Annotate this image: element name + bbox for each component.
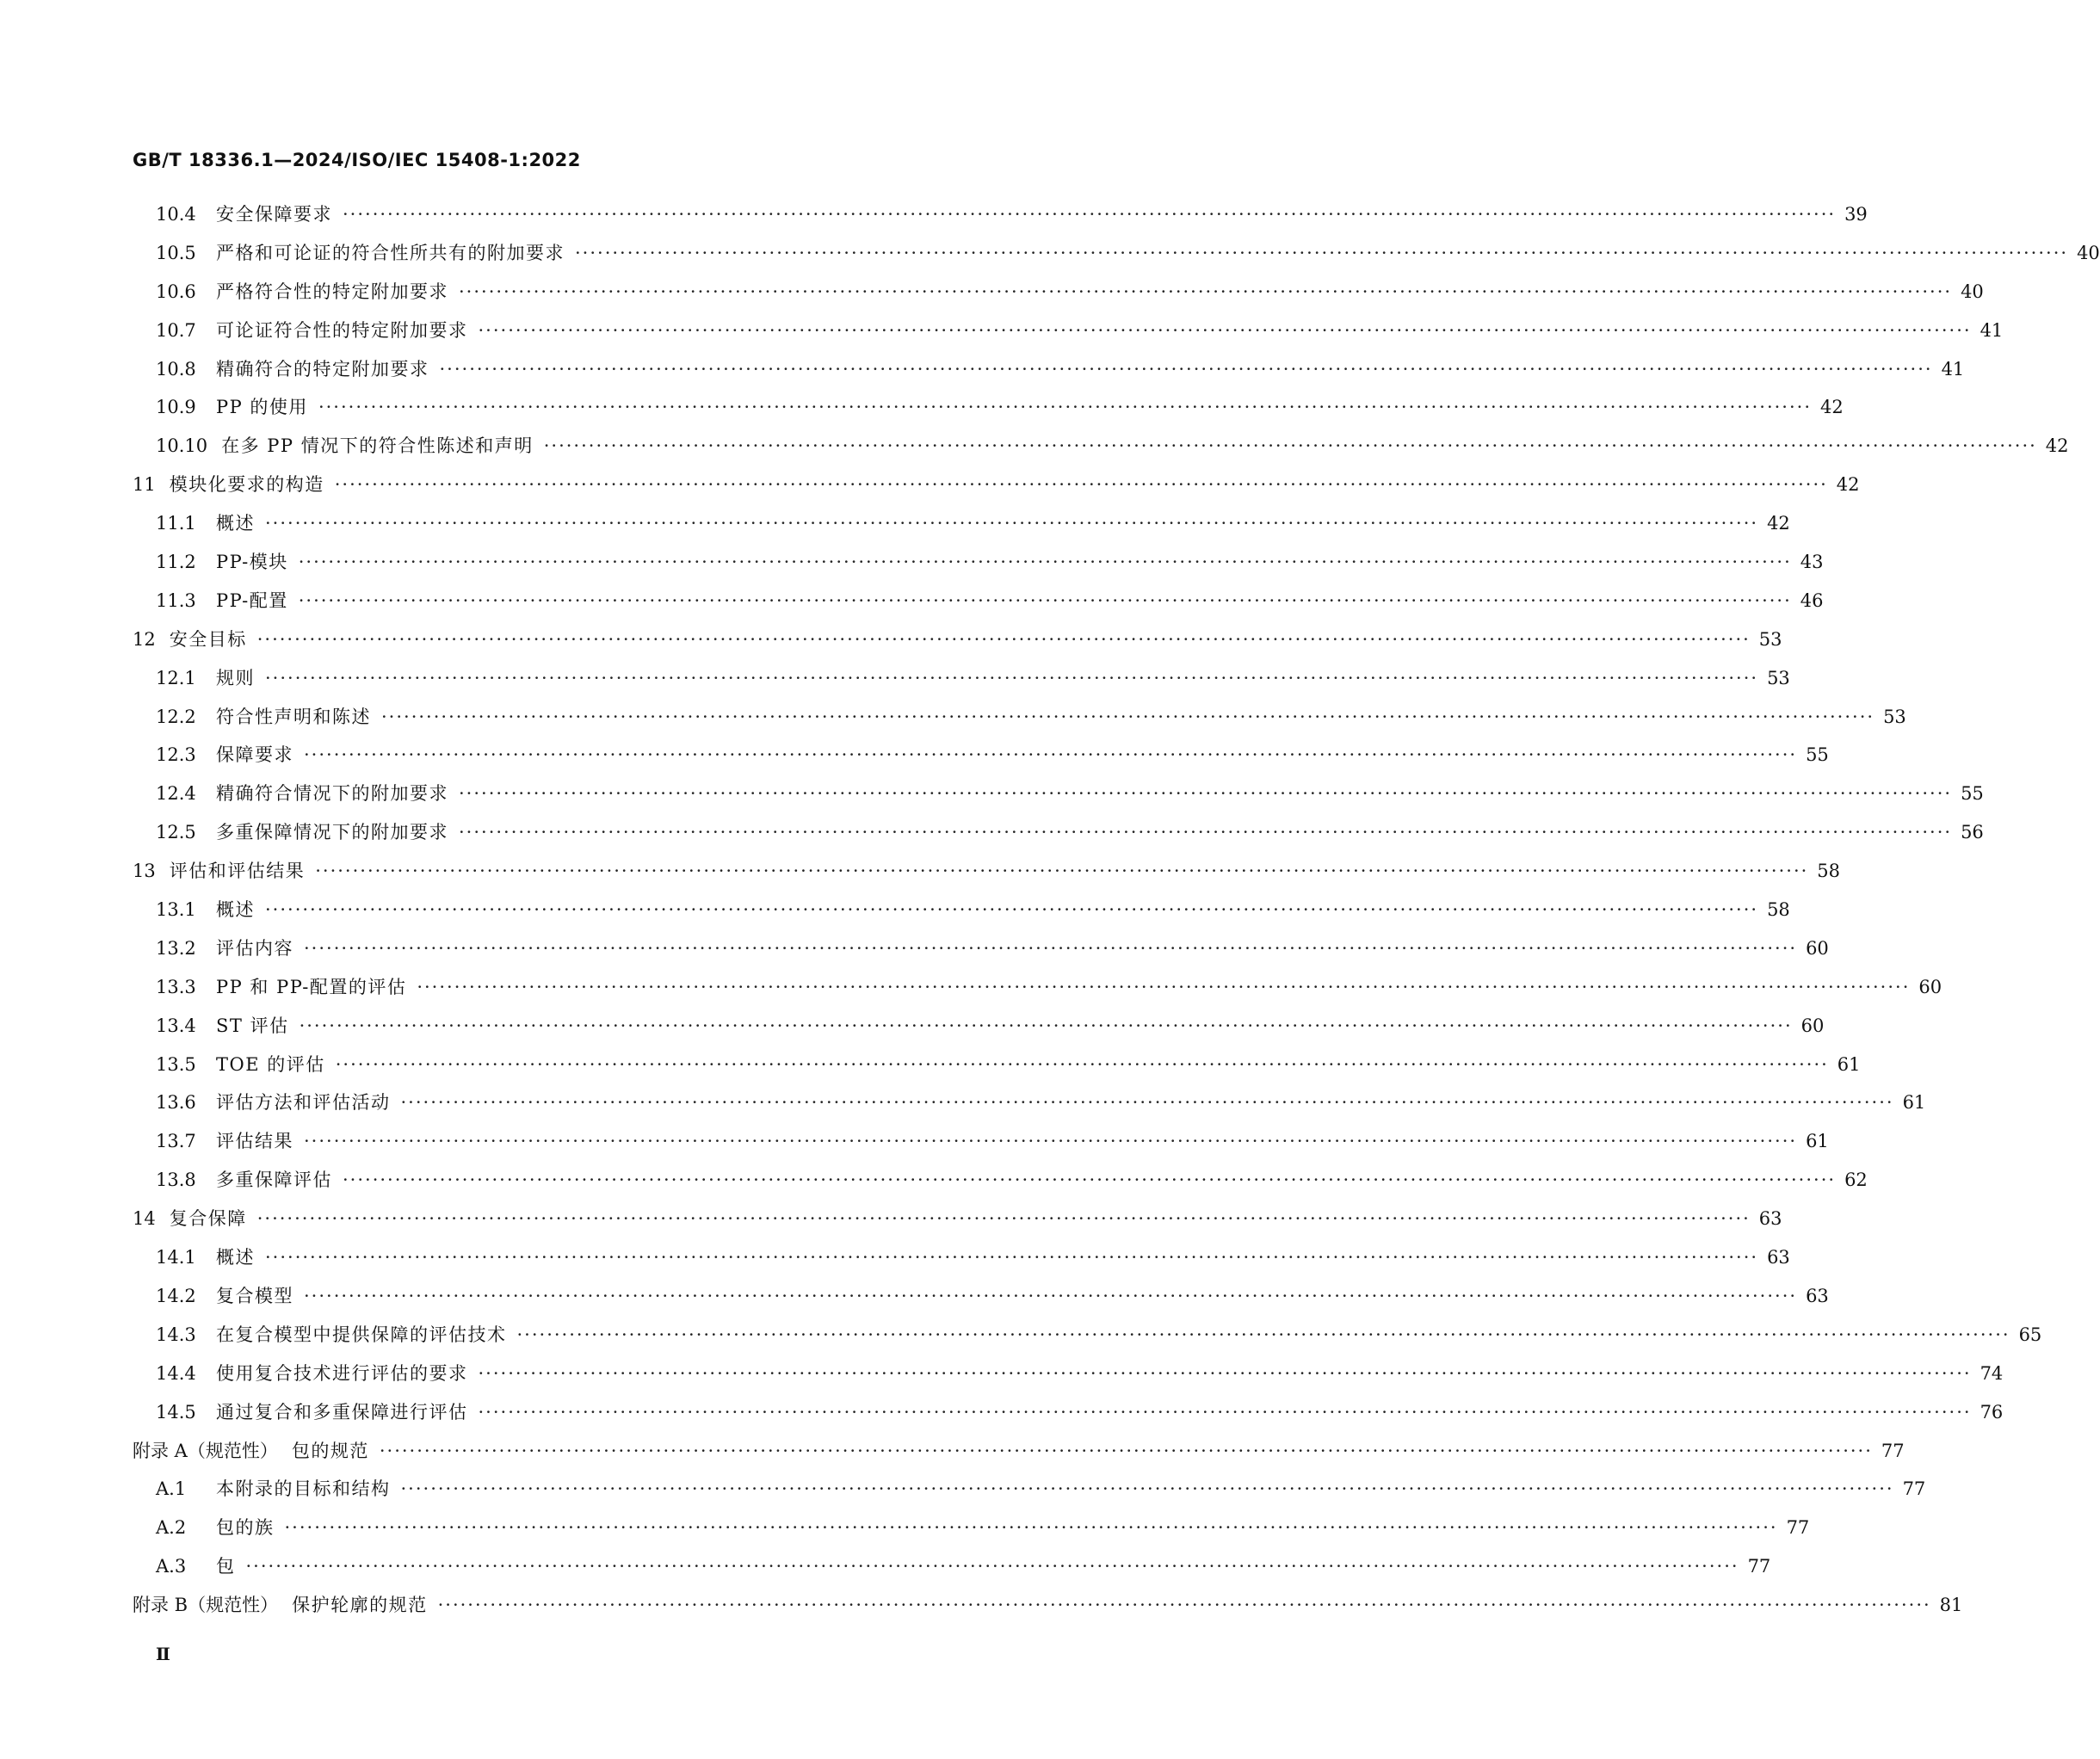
toc-entry-title: PP-模块 bbox=[216, 552, 288, 573]
toc-entry-number: 12.1 bbox=[156, 667, 196, 688]
toc-leader-dots: ········································································································································································································ bbox=[265, 899, 1759, 921]
toc-entry-page: 60 bbox=[1918, 976, 1942, 997]
toc-entry-number: 13.1 bbox=[156, 899, 196, 921]
toc-entry-title: 在多 PP 情况下的符合性陈述和声明 bbox=[221, 435, 534, 457]
toc-leader-dots: ········································································································································································································ bbox=[334, 474, 1828, 496]
toc-entry-page: 53 bbox=[1758, 628, 1782, 650]
toc-leader-dots: ········································································································································································································ bbox=[400, 1478, 1894, 1500]
toc-entry-page: 63 bbox=[1758, 1208, 1782, 1230]
toc-entry-title: 包的规范 bbox=[291, 1440, 369, 1461]
toc-entry-title: 概述 bbox=[216, 513, 255, 534]
toc-entry-number: 13.3 bbox=[156, 976, 196, 997]
toc-leader-dots: ········································································································································································································ bbox=[478, 1401, 1972, 1423]
toc-entry-number: A.3 bbox=[156, 1556, 187, 1577]
toc-entry-title: 通过复合和多重保障进行评估 bbox=[216, 1401, 468, 1423]
toc-entry-number: A.1 bbox=[156, 1478, 187, 1500]
toc-entry-title: 保护轮廓的规范 bbox=[292, 1595, 428, 1616]
toc-entry-title: 多重保障评估 bbox=[216, 1170, 332, 1191]
toc-entry-page: 40 bbox=[1961, 281, 1984, 302]
toc-entry-number: 13 bbox=[133, 861, 156, 882]
document-header: GB/T 18336.1—2024/ISO/IEC 15408-1:2022 bbox=[133, 150, 581, 170]
toc-entry-page: 53 bbox=[1767, 667, 1790, 688]
toc-leader-dots: ········································································································································································································ bbox=[256, 628, 1751, 650]
toc-entry-page: 55 bbox=[1806, 744, 1829, 766]
toc-entry[interactable] bbox=[133, 1282, 1829, 1321]
toc-entry-number: 12.2 bbox=[156, 706, 196, 727]
toc-entry-page: 61 bbox=[1837, 1053, 1861, 1075]
toc-entry[interactable] bbox=[133, 355, 1965, 394]
toc-entry-title: 多重保障情况下的附加要求 bbox=[216, 822, 448, 843]
toc-entry[interactable] bbox=[133, 973, 1942, 1012]
toc-entry-title: 复合保障 bbox=[169, 1208, 247, 1230]
toc-entry[interactable] bbox=[133, 1166, 1868, 1205]
toc-entry-number: 14 bbox=[133, 1208, 156, 1230]
toc-entry-page: 63 bbox=[1806, 1285, 1829, 1306]
toc-entry[interactable] bbox=[133, 1205, 1782, 1244]
toc-entry-number: 11 bbox=[133, 474, 156, 496]
toc-leader-dots: ········································································································································································································ bbox=[516, 1324, 2010, 1345]
toc-leader-dots: ········································································································································································································ bbox=[379, 1440, 1873, 1461]
toc-entry-title: 精确符合的特定附加要求 bbox=[216, 358, 429, 380]
toc-entry[interactable] bbox=[133, 1244, 1790, 1282]
toc-entry-page: 42 bbox=[1820, 397, 1844, 418]
toc-leader-dots: ········································································································································································································ bbox=[245, 1556, 1739, 1577]
toc-leader-dots: ········································································································································································································ bbox=[439, 358, 1933, 380]
toc-entry-page: 60 bbox=[1800, 1015, 1825, 1036]
toc-entry-page: 43 bbox=[1800, 552, 1824, 573]
toc-entry-number: 10.8 bbox=[156, 358, 196, 380]
toc-entry-number: 13.2 bbox=[156, 937, 196, 959]
toc-leader-dots: ········································································································································································································ bbox=[459, 281, 1953, 302]
toc-entry[interactable] bbox=[133, 548, 1824, 587]
toc-entry-number: 10.6 bbox=[156, 281, 196, 302]
toc-leader-dots: ········································································································································································································ bbox=[381, 706, 1875, 727]
toc-entry[interactable] bbox=[133, 1321, 2042, 1360]
toc-entry-page: 55 bbox=[1961, 783, 1984, 805]
toc-entry[interactable] bbox=[133, 664, 1790, 703]
toc-entry-number: 10.10 bbox=[156, 435, 208, 457]
toc-entry-page: 63 bbox=[1767, 1247, 1790, 1268]
toc-entry[interactable] bbox=[133, 626, 1782, 664]
toc-entry-page: 76 bbox=[1980, 1401, 2004, 1423]
toc-entry[interactable] bbox=[133, 471, 1860, 509]
toc-entry-number: 10.7 bbox=[156, 319, 196, 341]
toc-entry-title: 严格和可论证的符合性所共有的附加要求 bbox=[216, 242, 565, 263]
toc-entry-page: 40 bbox=[2077, 242, 2100, 263]
toc-entry-number: 10.5 bbox=[156, 242, 196, 263]
toc-leader-dots: ········································································································································································································ bbox=[543, 435, 2037, 457]
toc-entry-page: 77 bbox=[1747, 1556, 1771, 1577]
toc-entry-title: 概述 bbox=[216, 1247, 255, 1268]
toc-entry[interactable] bbox=[133, 432, 2069, 471]
toc-entry-page: 42 bbox=[2045, 435, 2069, 457]
toc-entry[interactable] bbox=[133, 896, 1790, 935]
toc-entry[interactable] bbox=[133, 703, 1906, 742]
toc-entry-number: 12 bbox=[133, 628, 156, 650]
toc-entry-title: ST 评估 bbox=[216, 1015, 289, 1036]
toc-leader-dots: ········································································································································································································ bbox=[575, 242, 2069, 263]
toc-entry-title: 评估方法和评估活动 bbox=[216, 1092, 391, 1114]
toc-entry-number: 13.4 bbox=[156, 1015, 196, 1036]
toc-entry-number: 13.8 bbox=[156, 1170, 196, 1191]
toc-entry-number: 13.5 bbox=[156, 1053, 196, 1075]
toc-entry[interactable] bbox=[133, 741, 1829, 780]
toc-leader-dots: ········································································································································································································ bbox=[478, 1362, 1972, 1384]
toc-entry-number: 10.4 bbox=[156, 204, 196, 225]
toc-entry-page: 77 bbox=[1786, 1517, 1810, 1539]
toc-entry-page: 77 bbox=[1881, 1440, 1905, 1461]
toc-entry-title: PP 和 PP-配置的评估 bbox=[216, 976, 407, 997]
toc-entry-page: 56 bbox=[1961, 822, 1984, 843]
toc-entry-title: 包的族 bbox=[216, 1517, 275, 1539]
toc-entry[interactable] bbox=[133, 1360, 2004, 1398]
toc-entry-number: 13.7 bbox=[156, 1131, 196, 1152]
toc-entry-page: 81 bbox=[1939, 1595, 1963, 1616]
toc-entry-title: PP-配置 bbox=[216, 589, 288, 611]
toc-leader-dots: ········································································································································································································ bbox=[315, 861, 1809, 882]
toc-leader-dots: ········································································································································································································ bbox=[304, 1285, 1798, 1306]
toc-entry-number: A.2 bbox=[156, 1517, 187, 1539]
toc-leader-dots: ········································································································································································································ bbox=[265, 513, 1759, 534]
toc-entry[interactable] bbox=[133, 509, 1790, 548]
toc-entry-page: 42 bbox=[1767, 513, 1790, 534]
toc-entry-page: 74 bbox=[1980, 1362, 2004, 1384]
toc-entry-page: 58 bbox=[1817, 861, 1841, 882]
toc-entry[interactable] bbox=[133, 857, 1841, 896]
toc-entry-title: 概述 bbox=[216, 899, 255, 921]
toc-entry-title: 本附录的目标和结构 bbox=[216, 1478, 391, 1500]
toc-entry-title: 保障要求 bbox=[216, 744, 293, 766]
toc-leader-dots: ········································································································································································································ bbox=[265, 667, 1759, 688]
toc-entry[interactable] bbox=[133, 1398, 2004, 1437]
page-number: Ⅱ bbox=[156, 1644, 170, 1664]
toc-entry-page: 61 bbox=[1806, 1131, 1829, 1152]
toc-entry[interactable] bbox=[133, 1514, 1810, 1552]
toc-leader-dots: ········································································································································································································ bbox=[284, 1517, 1778, 1539]
toc-entry-page: 60 bbox=[1806, 937, 1829, 959]
toc-entry-title: 精确符合情况下的附加要求 bbox=[216, 783, 448, 805]
toc-entry-number: 11.3 bbox=[156, 589, 196, 611]
toc-leader-dots: ········································································································································································································ bbox=[298, 589, 1792, 611]
table-of-contents bbox=[133, 201, 2100, 1630]
toc-entry-page: 53 bbox=[1883, 706, 1906, 727]
toc-leader-dots: ········································································································································································································ bbox=[335, 1053, 1829, 1075]
toc-entry-page: 58 bbox=[1767, 899, 1790, 921]
toc-entry-page: 61 bbox=[1902, 1092, 1926, 1114]
toc-leader-dots: ········································································································································································································ bbox=[256, 1208, 1751, 1230]
toc-entry[interactable] bbox=[133, 935, 1829, 973]
toc-entry-title: 严格符合性的特定附加要求 bbox=[216, 281, 448, 302]
toc-leader-dots: ········································································································································································································ bbox=[459, 822, 1953, 843]
toc-leader-dots: ········································································································································································································ bbox=[343, 1170, 1837, 1191]
toc-entry-title: 可论证符合性的特定附加要求 bbox=[216, 319, 468, 341]
toc-entry[interactable] bbox=[133, 1127, 1829, 1166]
toc-leader-dots: ········································································································································································································ bbox=[304, 1131, 1798, 1152]
toc-entry[interactable] bbox=[133, 393, 1844, 432]
toc-entry-title: 符合性声明和陈述 bbox=[216, 706, 371, 727]
toc-entry[interactable] bbox=[133, 1552, 1771, 1591]
toc-leader-dots: ········································································································································································································ bbox=[265, 1247, 1759, 1268]
toc-entry-number: 12.3 bbox=[156, 744, 196, 766]
toc-entry-number: 14.1 bbox=[156, 1247, 196, 1268]
toc-leader-dots: ········································································································································································································ bbox=[459, 783, 1953, 805]
toc-entry-number: 12.4 bbox=[156, 783, 196, 805]
toc-leader-dots: ········································································································································································································ bbox=[343, 204, 1837, 225]
toc-entry[interactable] bbox=[133, 1591, 1963, 1630]
toc-entry-title: 模块化要求的构造 bbox=[169, 474, 324, 496]
toc-entry-page: 42 bbox=[1836, 474, 1860, 496]
toc-entry[interactable] bbox=[133, 587, 1824, 626]
toc-leader-dots: ········································································································································································································ bbox=[400, 1092, 1894, 1114]
toc-leader-dots: ········································································································································································································ bbox=[437, 1595, 1931, 1616]
toc-entry-number: 14.3 bbox=[156, 1324, 196, 1345]
toc-entry-number: 附录 A（规范性） bbox=[133, 1440, 278, 1461]
toc-entry[interactable] bbox=[133, 239, 2100, 278]
toc-entry-page: 65 bbox=[2018, 1324, 2042, 1345]
toc-entry-number: 13.6 bbox=[156, 1092, 196, 1114]
toc-entry-page: 39 bbox=[1844, 204, 1868, 225]
toc-entry[interactable] bbox=[133, 317, 2004, 355]
toc-entry-title: 评估内容 bbox=[216, 937, 293, 959]
toc-entry-number: 14.5 bbox=[156, 1401, 196, 1423]
toc-entry[interactable] bbox=[133, 818, 1984, 857]
toc-entry-number: 14.4 bbox=[156, 1362, 196, 1384]
toc-leader-dots: ········································································································································································································ bbox=[478, 319, 1972, 341]
toc-leader-dots: ········································································································································································································ bbox=[304, 744, 1798, 766]
toc-entry-number: 11.2 bbox=[156, 552, 196, 573]
toc-entry-title: 安全保障要求 bbox=[216, 204, 332, 225]
toc-entry-title: PP 的使用 bbox=[216, 397, 308, 418]
toc-entry-title: 安全目标 bbox=[169, 628, 247, 650]
toc-entry-page: 41 bbox=[1941, 358, 1965, 380]
toc-entry[interactable] bbox=[133, 1475, 1926, 1514]
toc-entry[interactable] bbox=[133, 1089, 1926, 1127]
toc-leader-dots: ········································································································································································································ bbox=[299, 1015, 1793, 1036]
toc-entry-page: 77 bbox=[1902, 1478, 1926, 1500]
toc-entry[interactable] bbox=[133, 1012, 1825, 1051]
toc-leader-dots: ········································································································································································································ bbox=[417, 976, 1911, 997]
toc-leader-dots: ········································································································································································································ bbox=[298, 552, 1792, 573]
toc-entry-number: 12.5 bbox=[156, 822, 196, 843]
toc-entry-title: 评估结果 bbox=[216, 1131, 293, 1152]
toc-entry[interactable] bbox=[133, 1051, 1861, 1089]
toc-entry[interactable] bbox=[133, 278, 1984, 317]
toc-entry-number: 11.1 bbox=[156, 513, 196, 534]
toc-leader-dots: ········································································································································································································ bbox=[318, 397, 1812, 418]
toc-entry-title: 包 bbox=[216, 1556, 236, 1577]
toc-entry[interactable] bbox=[133, 780, 1984, 818]
toc-entry-title: 规则 bbox=[216, 667, 255, 688]
toc-entry-page: 46 bbox=[1800, 589, 1824, 611]
toc-entry[interactable] bbox=[133, 201, 1868, 239]
toc-entry-number: 附录 B（规范性） bbox=[133, 1595, 279, 1616]
toc-entry-number: 14.2 bbox=[156, 1285, 196, 1306]
toc-entry-title: 评估和评估结果 bbox=[169, 861, 306, 882]
toc-entry-number: 10.9 bbox=[156, 397, 196, 418]
toc-entry[interactable] bbox=[133, 1437, 1905, 1476]
toc-entry-page: 62 bbox=[1844, 1170, 1868, 1191]
toc-leader-dots: ········································································································································································································ bbox=[304, 937, 1798, 959]
toc-entry-title: 使用复合技术进行评估的要求 bbox=[216, 1362, 468, 1384]
toc-entry-title: 复合模型 bbox=[216, 1285, 293, 1306]
toc-entry-page: 41 bbox=[1980, 319, 2004, 341]
toc-entry-title: TOE 的评估 bbox=[216, 1053, 325, 1075]
toc-entry-title: 在复合模型中提供保障的评估技术 bbox=[216, 1324, 507, 1345]
